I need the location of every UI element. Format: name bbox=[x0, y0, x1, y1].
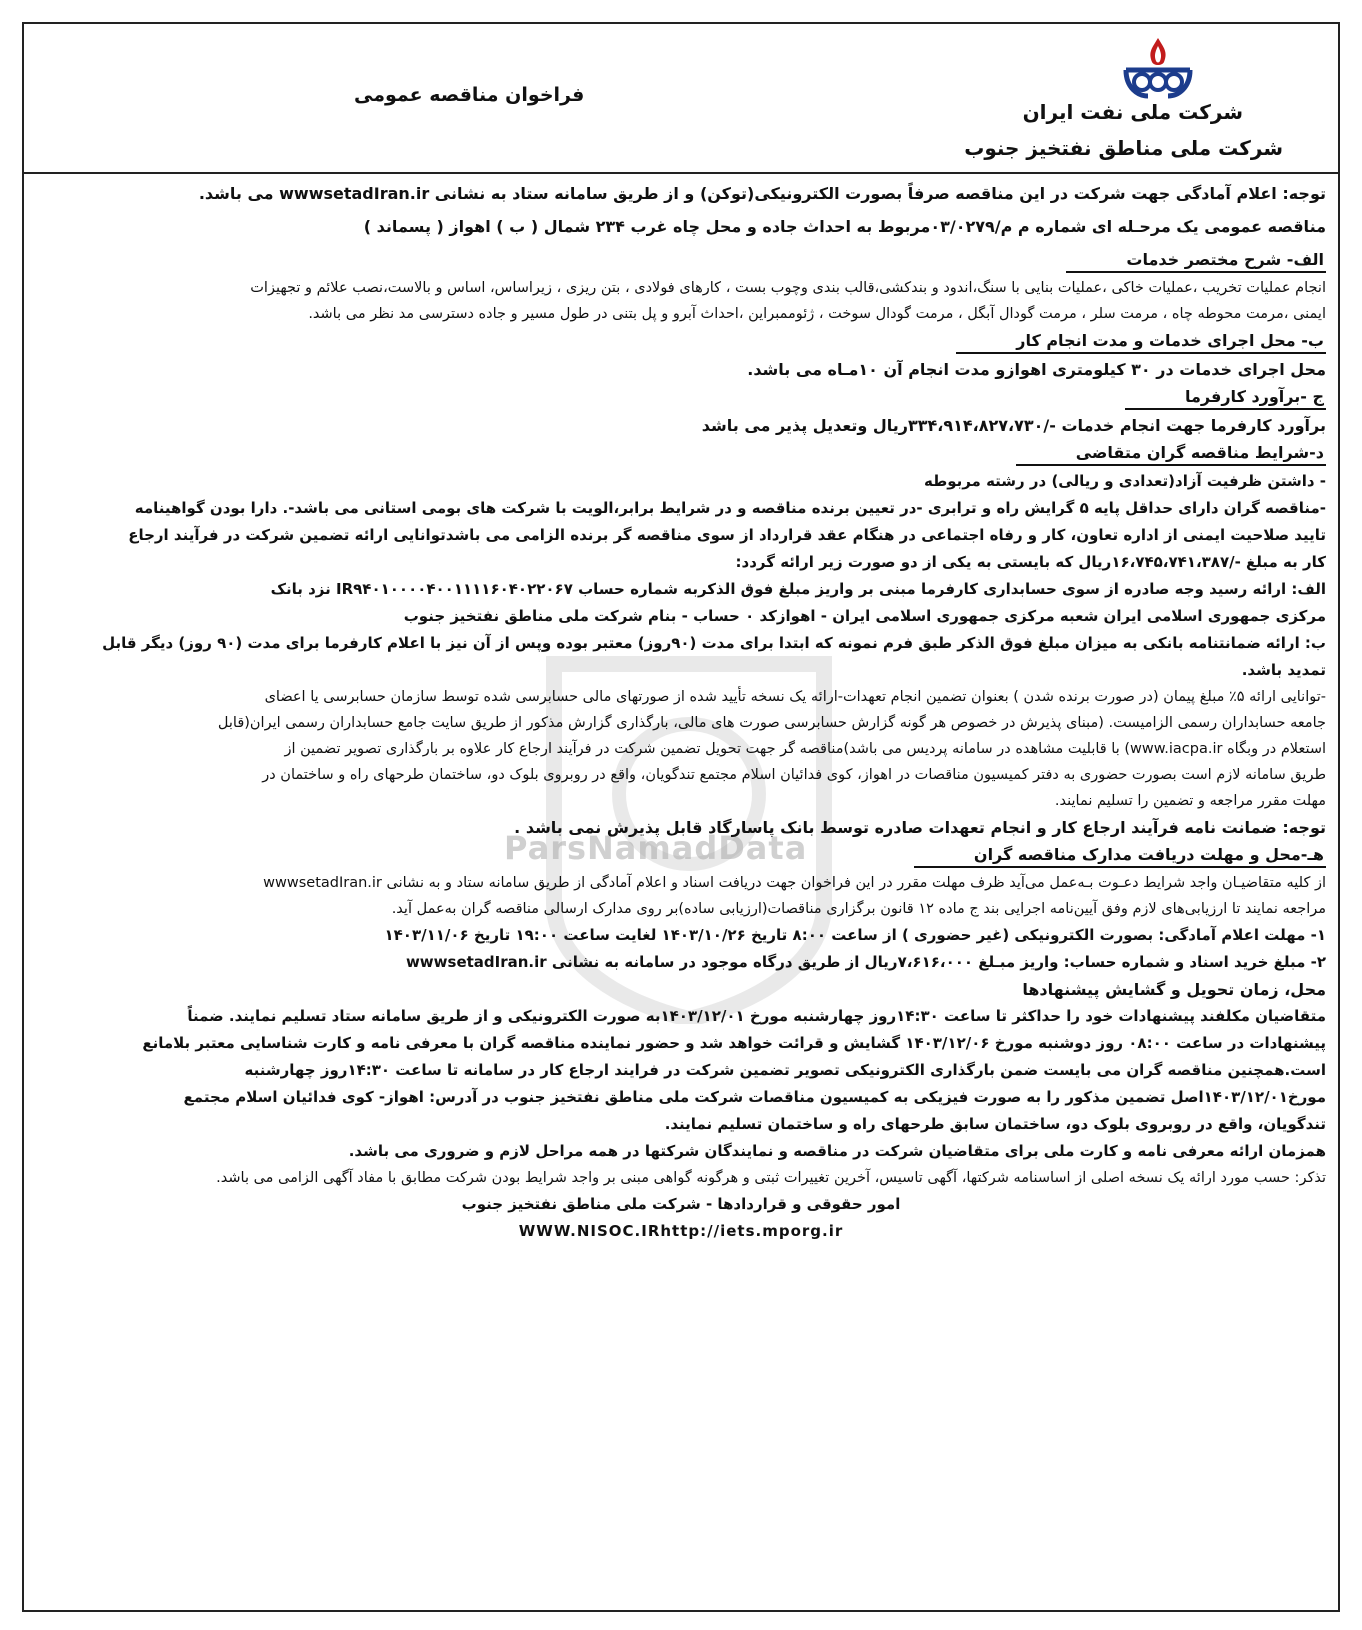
section-c-text: برآورد کارفرما جهت انجام خدمات -/۳۳۴،۹۱۴،۸۲۷،۷۳۰ریال وتعدیل پذیر می باشد bbox=[701, 416, 1326, 435]
delivery-line: پیشنهادات در ساعت ۰۸:۰۰ روز دوشنبه مورخ ۱۴۰۳/۱۲/۰۶ گشایش و قرائت خواهد شد و حضور نماینده مناقصه گران با معرفی نامه و کارت شناسایی معتبر بلامانع bbox=[142, 1034, 1326, 1052]
guarantee-paragraph-line: طریق سامانه لازم است بصورت حضوری به دفتر کمیسیون مناقصات در اهواز، کوی فدائیان اسلام مجتمع تندگویان، واقع در روبروی بلوک دو، ساختمان طرحهای راه و ساختمان در bbox=[262, 767, 1326, 783]
delivery-heading: محل، زمان تحویل و گشایش پیشنهادها bbox=[1022, 980, 1326, 999]
guarantee-paragraph-line: جامعه حسابداران رسمی الزامیست. (مبنای پذیرش در خصوص هر گونه گزارش حسابرسی صورت های مالی، بارگذاری گزارش مذکور از طریق سایت جامع حسابداران رسمی ایران(قابل bbox=[217, 715, 1326, 731]
section-h-line: از کلیه متقاضیـان واجد شرایط دعـوت بـه‌عمل می‌آید ظرف مهلت مقرر در این فراخوان جهت دریافت اسناد و اعلام آمادگی از طریق سامانه ستاد و به نشانی wwwsetadIran.ir bbox=[263, 875, 1326, 891]
purchase-item: ۲- مبلغ خرید اسناد و شماره حساب: واریز مبـلغ ۷،۶۱۶،۰۰۰ریال از طریق درگاه موجود در سامانه به نشانی wwwsetadIran.ir bbox=[405, 953, 1326, 971]
delivery-line: مورخ۱۴۰۳/۱۲/۰۱اصل تضمین مذکور را به صورت فیزیکی به کمیسیون مناقصات شرکت ملی مناطق نفتخیز جنوب در آدرس: اهواز- کوی فدائیان اسلام مجتمع bbox=[183, 1088, 1326, 1106]
section-d-line: تایید صلاحیت ایمنی از اداره تعاون، کار و رفاه اجتماعی در هنگام عقد قرارداد از سوی مناقصه گر برنده الزامی می باشدتوانایی ارائه تضمین شرکت در فرآیند ارجاع bbox=[128, 526, 1326, 544]
section-d-line: - داشتن ظرفیت آزاد(تعدادی و ریالی) در رشته مربوطه bbox=[923, 472, 1326, 490]
section-h-line: مراجعه نمایند تا ارزیابی‌های لازم وفق آیین‌نامه اجرایی بند ج ماده ۱۲ قانون برگزاری مناقصات(ارزیابی ساده)بر روی مدارک ارسالی مناقصه گران به‌عمل آید. bbox=[391, 901, 1326, 917]
option-be-line: ب: ارائه ضمانتنامه بانکی به میزان مبلغ فوق الذکر طبق فرم نمونه که ابتدا برای مدت (۹۰روز) معتبر بوده وپس از آن نیز با اعلام کارفرما برای مدت (۹۰ روز) دیگر قابل bbox=[102, 634, 1326, 652]
section-c-heading: ج -برآورد کارفرما bbox=[1125, 387, 1326, 410]
watermark-text: ParsNamadData bbox=[504, 829, 808, 867]
section-a-line: انجام عملیات تخریب ،عملیات خاکی ،عملیات بنایی با سنگ،اندود و بندکشی،قالب بندی وچوب بست ، کارهای فولادی ، بتن ریزی ، زیراساس، اساس و بالاست،نصب علائم و تجهیزات bbox=[250, 280, 1326, 296]
org-name-nioc: شرکت ملی نفت ایران bbox=[1022, 100, 1243, 124]
delivery-line: همزمان ارائه معرفی نامه و کارت ملی برای متقاضیان شرکت در مناقصه و نمایندگان شرکتها در همه مراحل لازم و ضروری می باشد. bbox=[348, 1142, 1326, 1160]
section-d-heading: د-شرایط مناقصه گران متقاضی bbox=[1016, 443, 1326, 466]
tender-title: مناقصه عمومی یک مرحـله ای شماره م م/۰۳/۰۲۷۹مربوط به احداث جاده و محل چاه غرب ۲۳۴ شمال ( ب ) اهواز ( پسماند ) bbox=[363, 217, 1326, 236]
guarantee-paragraph-line: -توانایی ارائه ۵٪ مبلغ پیمان (در صورت برنده شدن ) بعنوان تضمین انجام تعهدات-ارائه یک نسخه تأیید شده از صورتهای مالی حسابرسی شده توسط سازمان حسابرسی یا اعضای bbox=[264, 689, 1326, 705]
notice-title: فراخوان مناقصه عمومی bbox=[354, 84, 585, 106]
guarantee-paragraph-line: مهلت مقرر مراجعه و تضمین را تسلیم نمایند. bbox=[1054, 793, 1326, 809]
footer-links[interactable] bbox=[36, 1218, 1326, 1245]
org-name-nisoc: شرکت ملی مناطق نفتخیز جنوب bbox=[964, 136, 1283, 160]
section-d-line: کار به مبلغ -/۱۶،۷۴۵،۷۴۱،۳۸۷ریال که بایستی به یکی از دو صورت زیر ارائه گردد: bbox=[735, 553, 1326, 571]
deadline-item: ۱- مهلت اعلام آمادگی: بصورت الکترونیکی (غیر حضوری ) از ساعت ۸:۰۰ تاریخ ۱۴۰۳/۱۰/۲۶ لغایت ساعت ۱۹:۰۰ تاریخ ۱۴۰۳/۱۱/۰۶ bbox=[384, 926, 1326, 944]
tender-notice-page bbox=[22, 22, 1340, 1612]
option-be-line: تمدید باشد. bbox=[1241, 661, 1326, 679]
reminder-line: تذکر: حسب مورد ارائه یک نسخه اصلی از اساسنامه شرکتها، آگهی تاسیس، آخرین تغییرات ثبتی و هرگونه گواهی مبنی بر واجد شرایط بودن شرکت مطابق با مفاد آگهی الزامی می باشد. bbox=[216, 1170, 1326, 1186]
notice-header bbox=[24, 24, 1338, 174]
delivery-line: است.همچنین مناقصه گران می بایست ضمن بارگذاری الکترونیکی تصویر تضمین شرکت در فرایند ارجاع کار در سامانه تا ساعت ۱۴:۳۰روز چهارشنبه bbox=[244, 1061, 1326, 1079]
pasargad-note: توجه: ضمانت نامه فرآیند ارجاع کار و انجام تعهدات صادره توسط بانک پاسارگاد قابل پذیرش نمی باشد . bbox=[514, 818, 1326, 837]
nioc-flame-logo-icon bbox=[1108, 36, 1208, 106]
guarantee-paragraph-line: استعلام در وبگاه www.iacpa.ir) با قابلیت مشاهده در سامانه پردیس می باشد)مناقصه گر جهت تحویل تضمین شرکت در فرآیند ارجاع کار علاوه بر بارگذاری تصویر تضمین از bbox=[284, 741, 1326, 757]
delivery-line: متقاضیان مکلفند پیشنهادات خود را حداکثر تا ساعت ۱۴:۳۰روز چهارشنبه مورخ ۱۴۰۳/۱۲/۰۱به صورت الکترونیکی و از طریق سامانه ستاد تسلیم نمایند. ضمناً bbox=[187, 1007, 1326, 1025]
section-d-line: -مناقصه گران دارای حداقل پایه ۵ گرایش راه و ترابری -در تعیین برنده مناقصه و در شرایط برابر،الویت با شرکت های بومی استانی می باشد-. دارا بودن گواهینامه bbox=[134, 499, 1326, 517]
section-a-heading: الف- شرح مختصر خدمات bbox=[1066, 250, 1326, 273]
footer-links-text[interactable]: WWW.NISOC.IRhttp://iets.mporg.ir bbox=[518, 1222, 844, 1240]
section-a-line: ایمنی ،مرمت محوطه چاه ، مرمت سلر ، مرمت گودال آبگل ، مرمت گودال سوخت ، ژئوممبراین ،احداث آبرو و پل بتنی در طول مسیر و جاده دسترسی مد نظر می باشد. bbox=[308, 306, 1326, 322]
section-b-text: محل اجرای خدمات در ۳۰ کیلومتری اهوازو مدت انجام آن ۱۰مـاه می باشد. bbox=[747, 360, 1326, 379]
electronic-notice: توجه: اعلام آمادگی جهت شرکت در این مناقصه صرفاً بصورت الکترونیکی(توکن) و از طریق سامانه ستاد به نشانی wwwsetadIran.ir می باشد. bbox=[198, 184, 1326, 203]
delivery-line: تندگویان، واقع در روبروی بلوک دو، ساختمان سابق طرحهای راه و ساختمان تسلیم نمایند. bbox=[664, 1115, 1326, 1133]
section-h-heading: هـ-محل و مهلت دریافت مدارک مناقصه گران bbox=[914, 845, 1326, 868]
option-alef-line: الف: ارائه رسید وجه صادره از سوی حسابداری کارفرما مبنی بر واریز مبلغ فوق الذکربه شماره حساب IR۹۴۰۱۰۰۰۰۴۰۰۱۱۱۱۶۰۴۰۲۲۰۶۷ نزد بانک bbox=[270, 580, 1326, 598]
option-alef-line: مرکزی جمهوری اسلامی ایران شعبه مرکزی جمهوری اسلامی ایران - اهوازکد ۰ حساب - بنام شرکت ملی مناطق نفتخیز جنوب bbox=[403, 607, 1326, 625]
footer-department: امور حقوقی و قراردادها - شرکت ملی مناطق نفتخیز جنوب bbox=[461, 1195, 901, 1213]
notice-body bbox=[36, 180, 1326, 1245]
section-b-heading: ب- محل اجرای خدمات و مدت انجام کار bbox=[956, 331, 1326, 354]
